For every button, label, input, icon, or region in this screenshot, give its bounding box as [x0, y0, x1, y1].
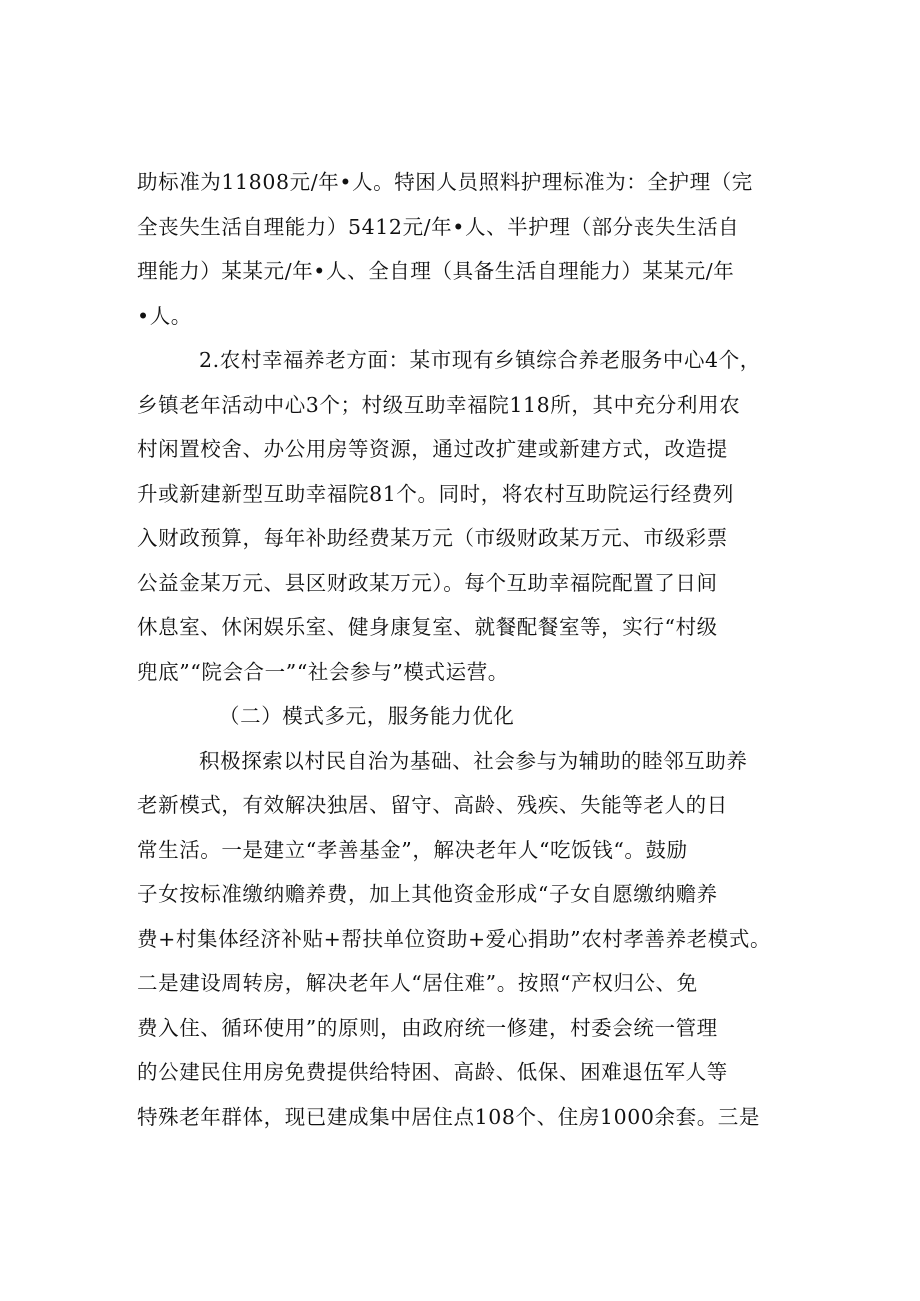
section-heading: （二）模式多元，服务能力优化 — [219, 704, 515, 728]
paragraph-start-line: 2.农村幸福养老方面：某市现有乡镇综合养老服务中心4个， — [199, 348, 761, 372]
text-line: 村闲置校舍、办公用房等资源，通过改扩建或新建方式，改造提 — [137, 437, 728, 461]
text-line: 特殊老年群体，现已建成集中居住点108个、住房1000余套。三是 — [137, 1104, 760, 1129]
text-line: 兜底”“院会合一”“社会参与”模式运营。 — [137, 659, 509, 684]
text-line: •人。 — [137, 303, 192, 328]
text-line: 升或新建新型互助幸福院81个。同时，将农村互助院运行经费列 — [137, 481, 734, 506]
text-line: 常生活。一是建立“孝善基金”，解决老年人“吃饭钱“。鼓励 — [137, 837, 688, 862]
text-line: 二是建设周转房，解决老年人“居住难”。按照“产权归公、免 — [137, 971, 698, 995]
text-line: 老新模式，有效解决独居、留守、高龄、残疾、失能等老人的日 — [137, 793, 728, 817]
text-line: 乡镇老年活动中心3个；村级互助幸福院118所，其中充分利用农 — [137, 392, 741, 417]
text-line: 公益金某万元、县区财政某万元）。每个互助幸福院配置了日间 — [137, 570, 718, 595]
text-line: 休息室、休闲娱乐室、健身康复室、就餐配餐室等，实行“村级 — [137, 615, 718, 639]
text-line: 入财政预算，每年补助经费某万元（市级财政某万元、市级彩票 — [137, 526, 728, 550]
text-line: 的公建民住用房免费提供给特困、高龄、低保、困难退伍军人等 — [137, 1060, 728, 1084]
text-line: 全丧失生活自理能力）5412元/年•人、半护理（部分丧失生活自 — [137, 214, 740, 239]
text-line: 助标准为11808元/年•人。特困人员照料护理标准为：全护理（完 — [137, 170, 753, 194]
text-line: 费入住、循环使用”的原则，由政府统一修建，村委会统一管理 — [137, 1015, 718, 1040]
text-line: 费+村集体经济补贴+帮扶单位资助+爱心捐助”农村孝善养老模式。 — [137, 926, 772, 951]
text-line: 理能力）某某元/年•人、全自理（具备生活自理能力）某某元/年 — [137, 259, 735, 283]
text-line: 子女按标准缴纳赡养费，加上其他资金形成“子女自愿缴纳赡养 — [137, 882, 718, 906]
document-body — [137, 160, 809, 1139]
paragraph-start-line: 积极探索以村民自治为基础、社会参与为辅助的睦邻互助养 — [199, 748, 748, 773]
